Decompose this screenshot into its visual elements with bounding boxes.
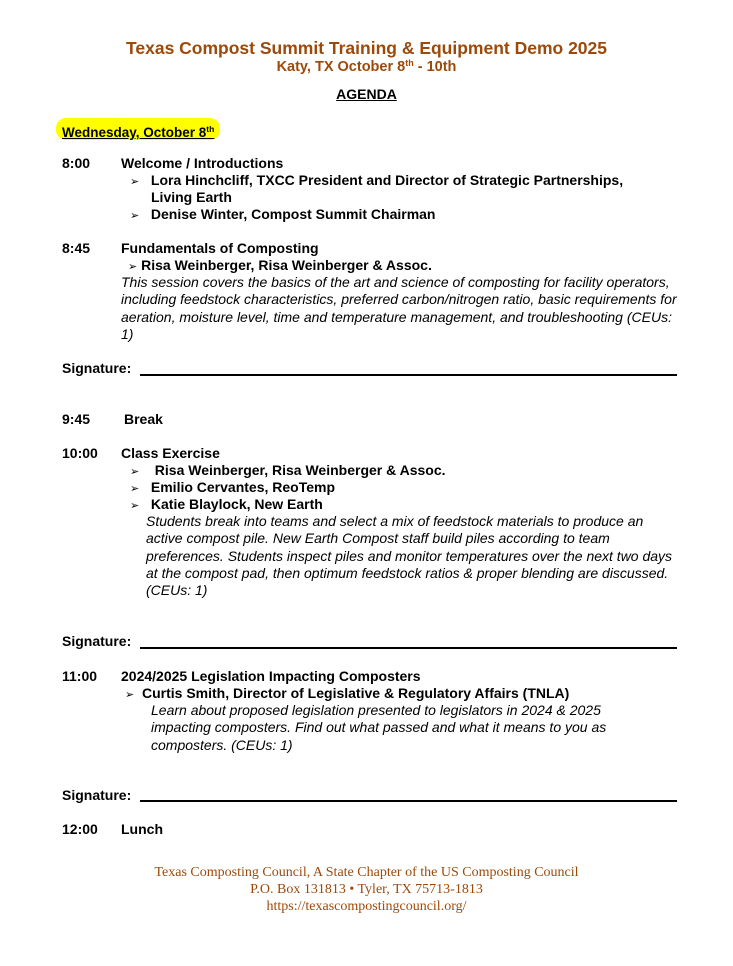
footer-address: P.O. Box 131813 • Tyler, TX 75713-1813 [250,882,483,897]
signature-label: Signature: [62,787,132,803]
speaker-name: Risa Weinberger, Risa Weinberger & Assoc. [154,462,446,478]
speaker-name: Risa Weinberger, Risa Weinberger & Assoc. [141,257,432,273]
document-subtitle [0,58,733,75]
session-title: 2024/2025 Legislation Impacting Composters [121,668,421,684]
day-heading [56,118,220,140]
session-time: 9:45 [62,411,91,427]
subtitle-ordinal: th [405,58,414,68]
session-time: 10:00 [62,445,98,461]
arrow-bullet-icon: ➢ [125,689,135,701]
session-time: 8:00 [62,155,91,171]
speaker-item [130,172,623,188]
arrow-bullet-icon: ➢ [130,483,140,495]
speaker-item [125,685,569,701]
signature-line[interactable] [140,374,677,376]
arrow-bullet-icon: ➢ [130,210,140,222]
arrow-bullet-icon: ➢ [128,261,138,273]
signature-label: Signature: [62,360,132,376]
session-description: Learn about proposed legislation presented to legislators in 2024 & 2025 impacting composters. Find out what passed and what it means to you as composters. (CEUs: 1) [151,702,607,753]
session-time: 12:00 [62,821,98,837]
speaker-item [130,479,335,495]
speaker-name: Lora Hinchcliff, TXCC President and Director of Strategic Partnerships, [150,172,624,188]
subtitle-end-date: - 10th [413,59,457,75]
signature-label: Signature: [62,633,132,649]
session-title: Lunch [121,821,163,837]
signature-line[interactable] [140,800,677,802]
arrow-bullet-icon: ➢ [130,176,140,188]
session-time: 8:45 [62,240,91,256]
speaker-name: Katie Blaylock, New Earth [150,496,323,512]
session-title: Break [124,411,163,427]
session-description: Students break into teams and select a mix of feedstock materials to produce an active compost pile. New Earth Compost staff build piles according to team preferences. Students inspect piles and monitor temperatures over the next two days at the compost pad, then optimum feedstock ratios & proper blending are discussed. (CEUs: 1) [146,513,673,599]
day-label: Wednesday, October 8 [62,125,207,140]
subtitle-location-date: Katy, TX October 8 [276,59,406,75]
signature-line[interactable] [140,647,677,649]
speaker-item [130,206,435,222]
speaker-continuation: Living Earth [151,189,232,205]
session-title: Class Exercise [121,445,220,461]
speaker-item [130,496,323,512]
footer-website-link[interactable]: https://texascompostingcouncil.org/ [266,899,467,914]
agenda-heading: AGENDA [336,86,397,102]
footer-organization: Texas Composting Council, A State Chapter of the US Composting Council [154,865,579,880]
speaker-item [130,462,446,478]
speaker-item [128,257,432,273]
arrow-bullet-icon: ➢ [130,466,140,478]
session-title: Fundamentals of Composting [121,240,319,256]
session-title: Welcome / Introductions [121,155,284,171]
speaker-name: Curtis Smith, Director of Legislative & Regulatory Affairs (TNLA) [142,685,570,701]
session-description: This session covers the basics of the art and science of composting for facility operators, including feedstock characteristics, preferred carbon/nitrogen ratio, basic requirements for aeration, moisture level, time and temperature management, and troubleshooting (CEUs: 1) [121,274,677,342]
document-title: Texas Compost Summit Training & Equipment Demo 2025 [125,38,608,58]
speaker-name: Emilio Cervantes, ReoTemp [150,479,336,495]
arrow-bullet-icon: ➢ [130,500,140,512]
speaker-name: Denise Winter, Compost Summit Chairman [150,206,436,222]
day-ordinal: th [206,124,215,134]
session-time: 11:00 [62,668,98,684]
